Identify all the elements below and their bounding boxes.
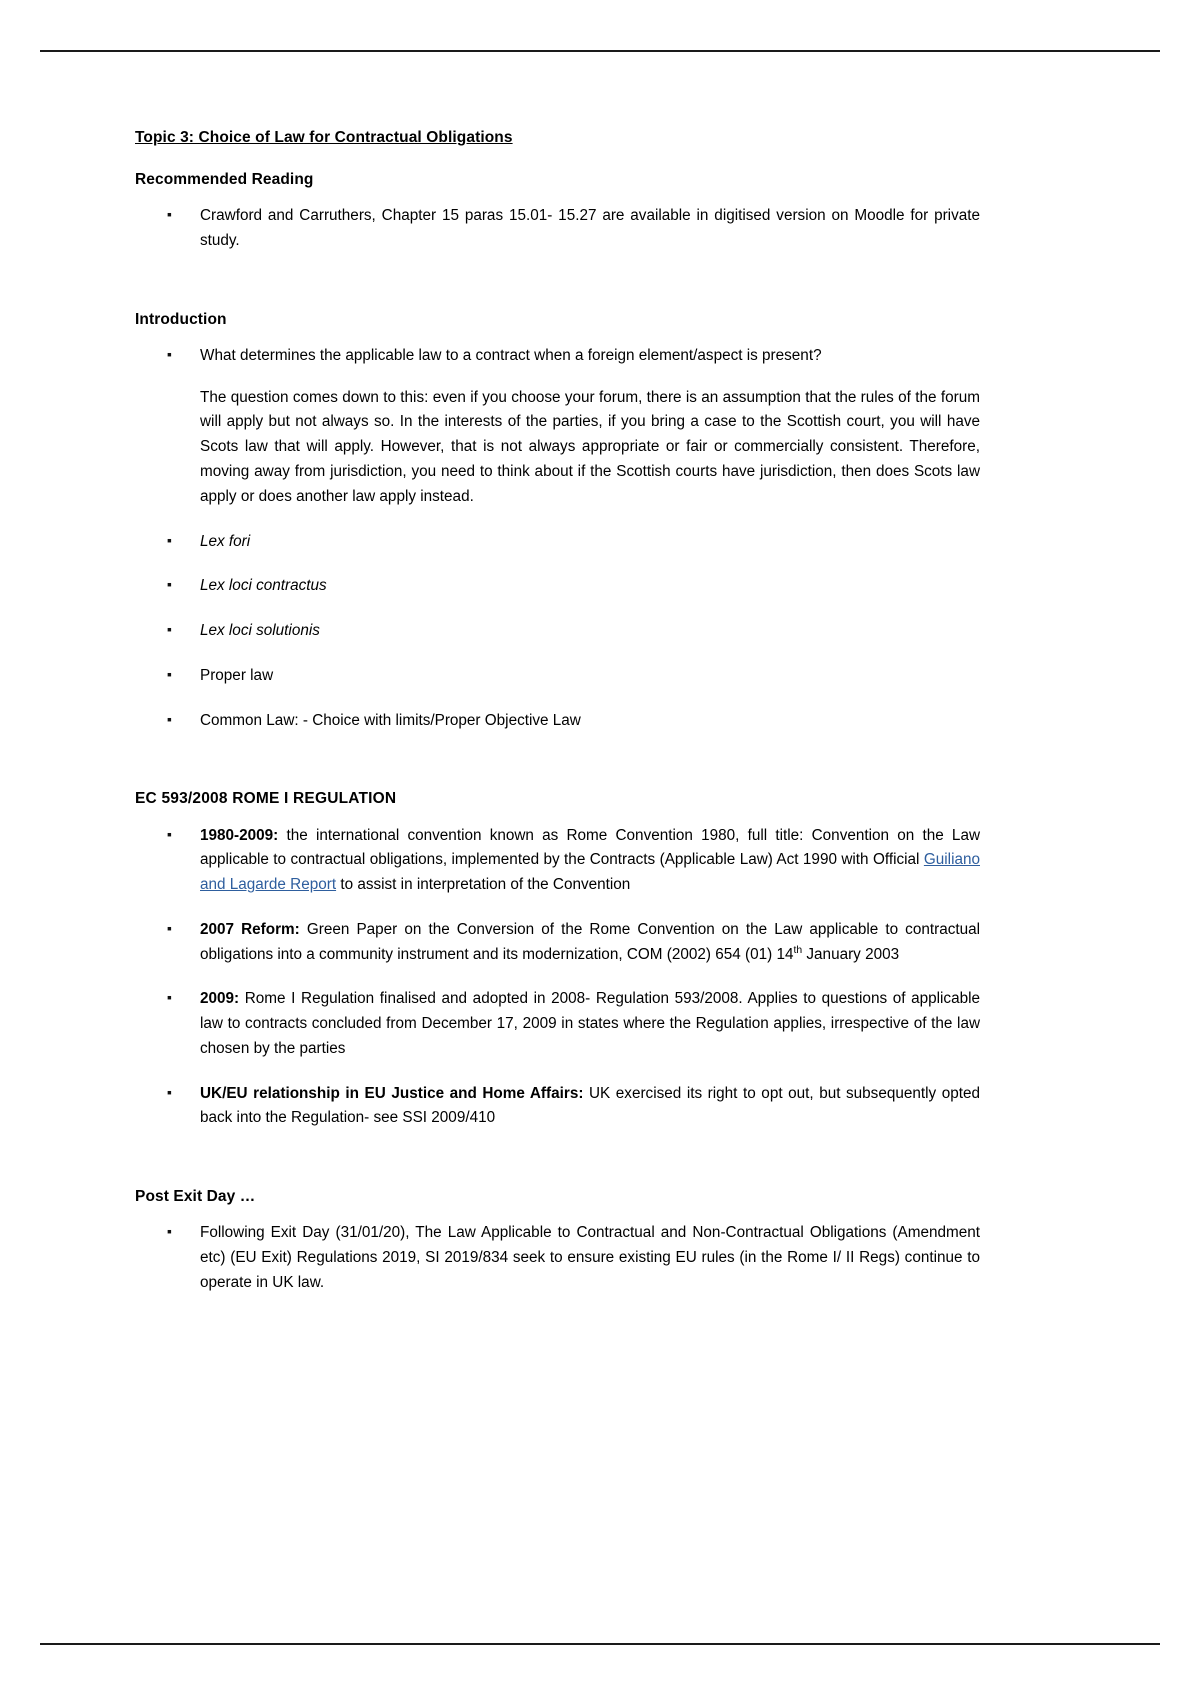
document-body (135, 128, 980, 1296)
rome-i-list (135, 824, 980, 1132)
list-item-question (135, 344, 980, 510)
item-text-part-2: January 2003 (802, 945, 900, 963)
item-label: UK/EU relationship in EU Justice and Home Affairs: (200, 1084, 584, 1102)
list-item: ▪ Proper law (135, 664, 980, 689)
page-title: Topic 3: Choice of Law for Contractual Obligations (135, 129, 513, 146)
section-heading-introduction: Introduction (135, 310, 227, 328)
introduction-question: What determines the applicable law to a contract when a foreign element/aspect is present? (200, 346, 822, 364)
item-text-after-link: to assist in interpretation of the Convention (336, 876, 631, 894)
recommended-reading-list (135, 204, 980, 254)
ordinal-suffix: th (793, 944, 803, 956)
spacer (135, 1131, 980, 1187)
guiliano-lagarde-report-link[interactable]: Guiliano and Lagarde Report (200, 851, 980, 894)
term-label: Lex loci contractus (200, 577, 327, 595)
list-item-term (135, 574, 980, 599)
section-heading-recommended-reading: Recommended Reading (135, 171, 314, 189)
item-label: 2007 Reform: (200, 920, 300, 938)
item-label: 1980-2009: (200, 826, 279, 844)
footer-divider (40, 1643, 1160, 1645)
list-item-term (135, 619, 980, 644)
list-item-1980-2009 (135, 824, 980, 898)
item-text: Rome I Regulation finalised and adopted in 2008- Regulation 593/2008. Applies to questions of applicable law to contracts concluded from December 17, 2009 in states where the Regulation applies, irrespective of the law chosen by the parties (200, 990, 980, 1057)
term-label: Lex loci solutionis (200, 622, 320, 640)
item-text: UK exercised its right to opt out, but subsequently opted back into the Regulation- see SSI 2009/410 (200, 1084, 981, 1127)
post-exit-day-list (135, 1221, 980, 1295)
list-item: ▪ Common Law: - Choice with limits/Proper Objective Law (135, 709, 980, 734)
introduction-paragraph: The question comes down to this: even if you choose your forum, there is an assumption that the rules of the forum will apply but not always so. In the interests of the parties, if you bring a case to the Scottish court, you will have Scots law that will apply. However, that is not always appropriate or fair or commercially consistent. Therefore, moving away from jurisdiction, you need to think about if the Scottish courts have jurisdiction, then does Scots law apply or does another law apply instead. (200, 388, 980, 505)
header-divider (40, 50, 1160, 52)
list-item-2009 (135, 987, 980, 1061)
list-item: ▪ Crawford and Carruthers, Chapter 15 paras 15.01- 15.27 are available in digitised version on Moodle for private study. (135, 204, 980, 254)
spacer (135, 733, 980, 789)
section-heading-rome-i: EC 593/2008 ROME I REGULATION (135, 790, 397, 808)
spacer (135, 254, 980, 310)
item-text-part-1: Green Paper on the Conversion of the Rome Convention on the Law applicable to contractual obligations into a community instrument and its modernization, COM (2002) 654 (01) 14 (200, 920, 981, 963)
introduction-list (135, 344, 980, 733)
list-item-term (135, 530, 980, 555)
section-heading-post-exit-day: Post Exit Day … (135, 1188, 256, 1206)
term-label: Lex fori (200, 532, 251, 550)
list-item-uk-eu-relationship (135, 1082, 980, 1132)
list-item: ▪ Following Exit Day (31/01/20), The Law Applicable to Contractual and Non-Contractual Obligations (Amendment etc) (EU Exit) Regulations 2019, SI 2019/834 seek to ensure existing EU rules (in the Rome I/ II Regs) continue to operate in UK law. (135, 1221, 980, 1295)
item-text-before-link: the international convention known as Rome Convention 1980, full title: Convention on the Law applicable to contractual obligations, implemented by the Contracts (Applicable Law) Act 1990 with Official (200, 826, 980, 869)
list-item-2007-reform (135, 918, 980, 968)
item-label: 2009: (200, 990, 240, 1008)
